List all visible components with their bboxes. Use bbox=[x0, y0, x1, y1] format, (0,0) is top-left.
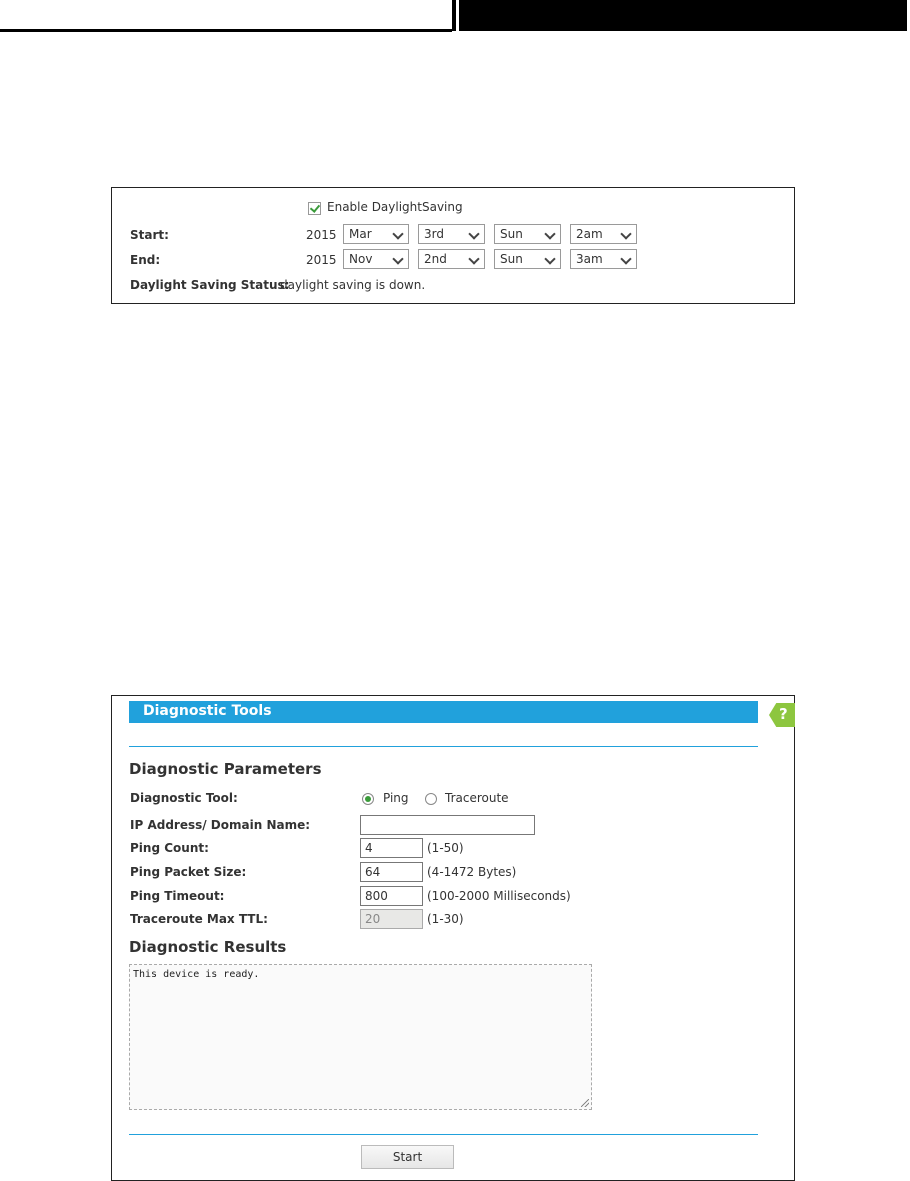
diagnostic-tool-label: Diagnostic Tool: bbox=[130, 791, 238, 805]
end-month-value: Nov bbox=[349, 252, 373, 266]
chevron-down-icon bbox=[468, 228, 479, 239]
help-button[interactable] bbox=[769, 703, 795, 727]
chevron-down-icon bbox=[392, 228, 403, 239]
diagnostic-results-heading: Diagnostic Results bbox=[129, 938, 287, 956]
header-divider bbox=[456, 0, 459, 31]
end-week-value: 2nd bbox=[424, 252, 447, 266]
traceroute-max-ttl-hint: (1-30) bbox=[427, 912, 464, 926]
start-button[interactable]: Start bbox=[361, 1145, 454, 1169]
start-month-select[interactable] bbox=[343, 224, 409, 244]
daylight-saving-status-value: daylight saving is down. bbox=[280, 278, 426, 292]
ping-count-input[interactable]: 4 bbox=[360, 838, 423, 858]
chevron-down-icon bbox=[544, 228, 555, 239]
ping-timeout-label: Ping Timeout: bbox=[130, 889, 225, 903]
ping-timeout-input[interactable]: 800 bbox=[360, 886, 423, 906]
end-week-select[interactable] bbox=[418, 249, 485, 269]
panel-title-bar bbox=[129, 701, 758, 723]
daylight-saving-panel bbox=[111, 187, 795, 304]
ip-address-label: IP Address/ Domain Name: bbox=[130, 818, 311, 832]
ping-count-label: Ping Count: bbox=[130, 841, 209, 855]
enable-daylight-saving-checkbox[interactable] bbox=[308, 202, 321, 215]
chevron-down-icon bbox=[468, 253, 479, 264]
start-day-value: Sun bbox=[500, 227, 523, 241]
diagnostic-results-text: This device is ready. bbox=[133, 969, 260, 980]
start-time-select[interactable] bbox=[570, 224, 637, 244]
divider bbox=[129, 746, 758, 747]
ping-packet-size-input[interactable]: 64 bbox=[360, 862, 423, 882]
chevron-down-icon bbox=[620, 228, 631, 239]
panel-title: Diagnostic Tools bbox=[143, 703, 272, 719]
ping-radio-label: Ping bbox=[383, 791, 409, 805]
header-bar bbox=[452, 0, 907, 31]
diagnostic-tools-panel bbox=[111, 695, 795, 1181]
start-day-select[interactable] bbox=[494, 224, 561, 244]
ip-address-input[interactable] bbox=[360, 815, 535, 835]
start-time-value: 2am bbox=[576, 227, 603, 241]
divider bbox=[129, 1134, 758, 1135]
traceroute-radio-label: Traceroute bbox=[445, 791, 509, 805]
start-week-select[interactable] bbox=[418, 224, 485, 244]
diagnostic-parameters-heading: Diagnostic Parameters bbox=[129, 760, 322, 778]
traceroute-radio[interactable] bbox=[425, 793, 437, 805]
start-month-value: Mar bbox=[349, 227, 372, 241]
end-time-value: 3am bbox=[576, 252, 603, 266]
daylight-saving-status-label: Daylight Saving Status: bbox=[130, 278, 290, 292]
end-month-select[interactable] bbox=[343, 249, 409, 269]
header-rule bbox=[0, 29, 452, 32]
traceroute-max-ttl-label: Traceroute Max TTL: bbox=[130, 912, 268, 926]
resize-handle-icon[interactable] bbox=[581, 1099, 589, 1107]
end-day-select[interactable] bbox=[494, 249, 561, 269]
help-icon-glyph: ? bbox=[779, 705, 788, 723]
ping-count-hint: (1-50) bbox=[427, 841, 464, 855]
end-day-value: Sun bbox=[500, 252, 523, 266]
start-week-value: 3rd bbox=[424, 227, 444, 241]
enable-daylight-saving-label: Enable DaylightSaving bbox=[327, 200, 463, 214]
traceroute-max-ttl-input[interactable]: 20 bbox=[360, 909, 423, 929]
start-year: 2015 bbox=[306, 228, 337, 242]
chevron-down-icon bbox=[620, 253, 631, 264]
end-label: End: bbox=[130, 253, 161, 267]
diagnostic-results-textarea[interactable] bbox=[129, 964, 592, 1110]
end-year: 2015 bbox=[306, 253, 337, 267]
ping-packet-size-hint: (4-1472 Bytes) bbox=[427, 865, 517, 879]
chevron-down-icon bbox=[544, 253, 555, 264]
start-label: Start: bbox=[130, 228, 169, 242]
ping-timeout-hint: (100-2000 Milliseconds) bbox=[427, 889, 571, 903]
chevron-down-icon bbox=[392, 253, 403, 264]
end-time-select[interactable] bbox=[570, 249, 637, 269]
ping-packet-size-label: Ping Packet Size: bbox=[130, 865, 247, 879]
ping-radio[interactable] bbox=[362, 793, 374, 805]
